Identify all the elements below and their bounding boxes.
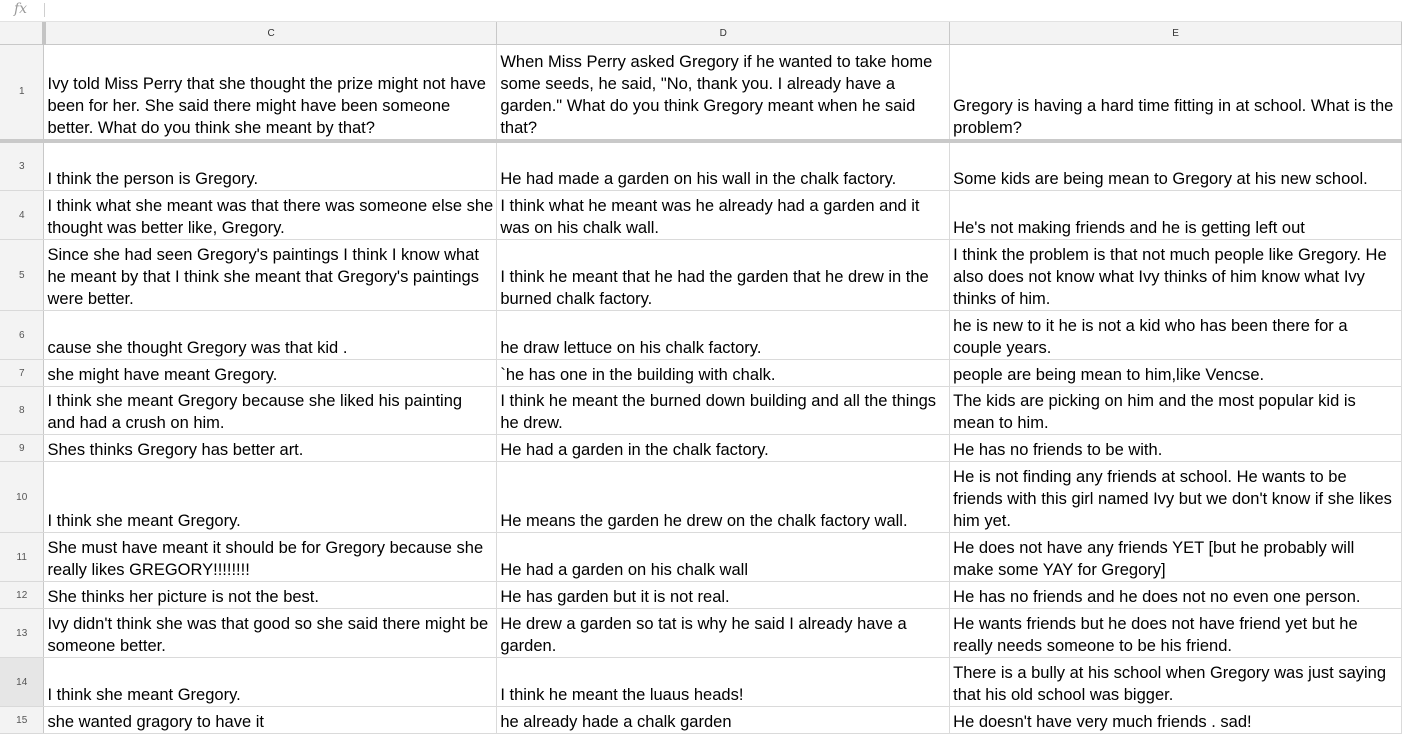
cell-d[interactable]: `he has one in the building with chalk. — [497, 360, 950, 387]
spreadsheet-grid — [0, 22, 1402, 734]
row-header[interactable]: 7 — [0, 360, 44, 387]
row-header[interactable]: 11 — [0, 533, 44, 582]
cell-c[interactable]: I think she meant Gregory. — [44, 462, 497, 533]
row-header[interactable]: 3 — [0, 141, 44, 191]
cell-d[interactable]: When Miss Perry asked Gregory if he wanted to take home some seeds, he said, "No, thank you. I already have a garden." What do you think Gregory meant when he said that? — [497, 45, 950, 141]
function-icon: fx — [14, 1, 28, 17]
table-row — [0, 240, 1402, 311]
cell-d[interactable]: He has garden but it is not real. — [497, 582, 950, 609]
cell-d[interactable]: He drew a garden so tat is why he said I already have a garden. — [497, 609, 950, 658]
cell-d[interactable]: he already hade a chalk garden — [497, 707, 950, 734]
column-header-row — [0, 22, 1402, 45]
cell-e[interactable]: He does not have any friends YET [but he probably will make some YAY for Gregory] — [950, 533, 1402, 582]
cell-d[interactable]: He had a garden in the chalk factory. — [497, 435, 950, 462]
row-header[interactable]: 12 — [0, 582, 44, 609]
column-header-d[interactable]: D — [497, 22, 950, 45]
row-header[interactable]: 8 — [0, 387, 44, 435]
formula-bar-divider — [44, 3, 45, 17]
cell-c[interactable]: She must have meant it should be for Gregory because she really likes GREGORY!!!!!!!! — [44, 533, 497, 582]
cell-e[interactable]: He's not making friends and he is getting left out — [950, 191, 1402, 240]
column-header-e[interactable]: E — [950, 22, 1402, 45]
column-header-c[interactable]: C — [44, 22, 497, 45]
table-row — [0, 658, 1402, 707]
select-all-corner[interactable] — [0, 22, 44, 45]
row-header[interactable]: 10 — [0, 462, 44, 533]
formula-input[interactable] — [48, 0, 1388, 21]
row-header[interactable]: 13 — [0, 609, 44, 658]
cell-d[interactable]: I think what he meant was he already had a garden and it was on his chalk wall. — [497, 191, 950, 240]
cell-e[interactable]: he is new to it he is not a kid who has been there for a couple years. — [950, 311, 1402, 360]
row-header[interactable]: 5 — [0, 240, 44, 311]
cell-e[interactable]: He has no friends to be with. — [950, 435, 1402, 462]
cell-e[interactable]: There is a bully at his school when Gregory was just saying that his old school was bigger. — [950, 658, 1402, 707]
row-header[interactable]: 15 — [0, 707, 44, 734]
table-row — [0, 435, 1402, 462]
table-row — [0, 311, 1402, 360]
sheet-table — [0, 22, 1402, 734]
cell-e[interactable]: I think the problem is that not much people like Gregory. He also does not know what Ivy thinks of him know what Ivy thinks of him. — [950, 240, 1402, 311]
cell-d[interactable]: I think he meant that he had the garden that he drew in the burned chalk factory. — [497, 240, 950, 311]
cell-e[interactable]: people are being mean to him,like Vencse. — [950, 360, 1402, 387]
cell-c[interactable]: she might have meant Gregory. — [44, 360, 497, 387]
cell-c[interactable]: she wanted gragory to have it — [44, 707, 497, 734]
formula-bar — [0, 0, 1402, 22]
table-row — [0, 462, 1402, 533]
cell-d[interactable]: I think he meant the burned down building and all the things he drew. — [497, 387, 950, 435]
table-row — [0, 141, 1402, 191]
table-row — [0, 533, 1402, 582]
cell-c[interactable]: I think she meant Gregory. — [44, 658, 497, 707]
cell-c[interactable]: Since she had seen Gregory's paintings I think I know what he meant by that I think she meant that Gregory's paintings were better. — [44, 240, 497, 311]
table-row — [0, 609, 1402, 658]
cell-c[interactable]: I think she meant Gregory because she liked his painting and had a crush on him. — [44, 387, 497, 435]
cell-d[interactable]: He had made a garden on his wall in the chalk factory. — [497, 141, 950, 191]
cell-e[interactable]: The kids are picking on him and the most popular kid is mean to him. — [950, 387, 1402, 435]
cell-d[interactable]: He means the garden he drew on the chalk factory wall. — [497, 462, 950, 533]
cell-d[interactable]: He had a garden on his chalk wall — [497, 533, 950, 582]
row-header[interactable]: 6 — [0, 311, 44, 360]
cell-c[interactable]: cause she thought Gregory was that kid . — [44, 311, 497, 360]
table-row — [0, 387, 1402, 435]
table-row — [0, 582, 1402, 609]
table-row — [0, 191, 1402, 240]
cell-e[interactable]: He wants friends but he does not have friend yet but he really needs someone to be his friend. — [950, 609, 1402, 658]
cell-c[interactable]: She thinks her picture is not the best. — [44, 582, 497, 609]
cell-e[interactable]: Gregory is having a hard time fitting in at school. What is the problem? — [950, 45, 1402, 141]
row-header[interactable]: 1 — [0, 45, 44, 141]
table-row — [0, 360, 1402, 387]
table-row — [0, 707, 1402, 734]
cell-e[interactable]: He is not finding any friends at school. He wants to be friends with this girl named Ivy but we don't know if she likes him yet. — [950, 462, 1402, 533]
table-row — [0, 45, 1402, 141]
cell-d[interactable]: he draw lettuce on his chalk factory. — [497, 311, 950, 360]
cell-c[interactable]: Ivy didn't think she was that good so she said there might be someone better. — [44, 609, 497, 658]
row-header[interactable]: 14 — [0, 658, 44, 707]
cell-e[interactable]: He doesn't have very much friends . sad! — [950, 707, 1402, 734]
row-header[interactable]: 4 — [0, 191, 44, 240]
cell-c[interactable]: Ivy told Miss Perry that she thought the prize might not have been for her. She said there might have been someone better. What do you think she meant by that? — [44, 45, 497, 141]
cell-c[interactable]: Shes thinks Gregory has better art. — [44, 435, 497, 462]
cell-e[interactable]: Some kids are being mean to Gregory at his new school. — [950, 141, 1402, 191]
cell-e[interactable]: He has no friends and he does not no even one person. — [950, 582, 1402, 609]
cell-d[interactable]: I think he meant the luaus heads! — [497, 658, 950, 707]
row-header[interactable]: 9 — [0, 435, 44, 462]
cell-c[interactable]: I think what she meant was that there was someone else she thought was better like, Gregory. — [44, 191, 497, 240]
cell-c[interactable]: I think the person is Gregory. — [44, 141, 497, 191]
